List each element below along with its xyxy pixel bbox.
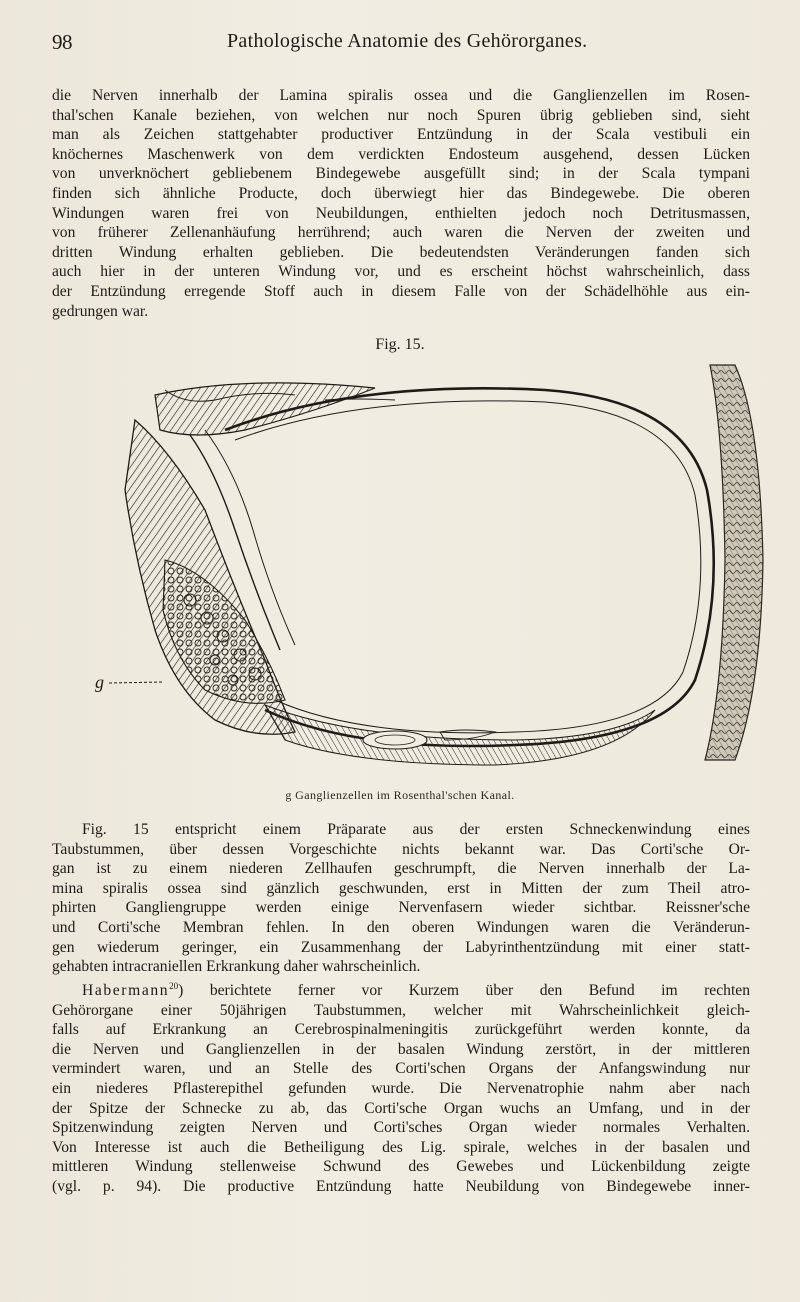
text-line: vermindert waren, und an Stelle des Corti'schen Organs der Anfangswindung nur — [52, 1060, 750, 1078]
text-line: von früherer Zellenanhäufung herrührend; auch waren die Nerven der zweiten und — [52, 224, 750, 242]
figure-caption: g Ganglienzellen im Rosenthal'schen Kanal. — [285, 788, 515, 802]
text-line: thal'schen Kanale beziehen, von welchen nur noch Spuren übrig geblieben sind, sieht — [52, 106, 750, 124]
text-line: auch hier in der unteren Windung vor, und es erscheint höchst wahrscheinlich, dass — [52, 263, 750, 281]
text-line: und Corti'sche Membran fehlen. In den oberen Windungen waren die Veränderun- — [52, 918, 750, 936]
text-line: falls auf Erkrankung an Cerebrospinalmeningitis zurückgeführt werden konnte, da — [52, 1021, 750, 1039]
text-line: Fig. 15 entspricht einem Präparate aus der ersten Schneckenwindung eines — [82, 821, 750, 838]
text-line: phirten Gangliengruppe werden einige Nervenfasern wieder sichtbar. Reissner'sche — [52, 899, 750, 917]
text-line: mina spiralis ossea sind gänzlich geschwunden, erst in Mitten der zum Theil atro- — [52, 879, 750, 897]
text-line-author — [52, 977, 750, 1001]
text-line: Spitzenwindung zeigten Nerven und Corti'sches Organ wieder normales Verhalten. — [52, 1119, 750, 1137]
text-line: Windungen waren frei von Neubildungen, enthielten jedoch noch Detritusmassen, — [52, 204, 750, 222]
cochlea-illustration — [95, 360, 775, 770]
running-title: Pathologische Anatomie des Gehörorganes. — [227, 30, 588, 52]
text-line: finden sich ähnliche Producte, doch überwiegt hier das Bindegewebe. Die oberen — [52, 184, 750, 202]
paragraph-2 — [52, 820, 750, 1196]
text-fragment: ) berichtete ferner vor Kurzem über den Befund im rechten — [178, 981, 750, 999]
text-line: gen wiederum geringer, ein Zusammenhang der Labyrinthentzündung mit einer statt- — [52, 938, 750, 956]
text-line: der Entzündung erregende Stoff auch in diesem Falle von der Schädelhöhle aus ein- — [52, 282, 750, 300]
text-line: die Nerven innerhalb der Lamina spiralis ossea und die Ganglienzellen im Rosen- — [52, 87, 750, 104]
text-line: mittleren Windung stellenweise Schwund des Gewebes und Lückenbildung zeigte — [52, 1158, 750, 1176]
text-line: Taubstummen, über dessen Vorgeschichte nichts bekannt war. Das Corti'sche Or- — [52, 840, 750, 858]
text-line: der Spitze der Schnecke zu ab, das Corti'sche Organ wuchs an Umfang, und in der — [52, 1099, 750, 1117]
text-line: die Nerven und Ganglienzellen in der basalen Windung zerstört, in der mittleren — [52, 1040, 750, 1058]
page-number: 98 — [52, 30, 72, 54]
page-header — [52, 30, 752, 54]
paragraph-1 — [52, 86, 750, 321]
author-name: Habermann — [82, 981, 170, 999]
figure-marker-g: g — [95, 672, 104, 692]
figure-label: Fig. 15. — [375, 336, 425, 353]
figure-cochlea-section — [95, 360, 775, 770]
text-line: knöchernes Maschenwerk von dem verdickten Endosteum ausgehend, dessen Lücken — [52, 145, 750, 163]
text-line: Gehörorgane einer 50jährigen Taubstummen, welcher mit Wahrscheinlichkeit gleich- — [52, 1001, 750, 1019]
text-line: dritten Windung erhalten geblieben. Die bedeutendsten Veränderungen fanden sich — [52, 243, 750, 261]
text-line: gehabten intracraniellen Erkrankung daher wahrscheinlich. — [52, 958, 421, 976]
text-line: gedrungen war. — [52, 302, 149, 320]
footnote-ref: 20 — [169, 980, 179, 991]
text-line: von unverknöchert gebliebenem Bindegewebe ausgefüllt sind; in der Scala tympani — [52, 165, 750, 183]
text-line: ein niederes Pflasterepithel gefunden wurde. Die Nervenatrophie nahm aber nach — [52, 1079, 750, 1097]
text-line: (vgl. p. 94). Die productive Entzündung hatte Neubildung von Bindegewebe inner- — [52, 1177, 750, 1195]
text-line: man als Zeichen stattgehabter productiver Entzündung in der Scala vestibuli ein — [52, 126, 750, 144]
text-line: Von Interesse ist auch die Betheiligung des Lig. spirale, welches in der basalen und — [52, 1138, 750, 1156]
text-line: gan ist zu einem niederen Zellhaufen geschrumpft, die Nerven innerhalb der La- — [52, 860, 750, 878]
